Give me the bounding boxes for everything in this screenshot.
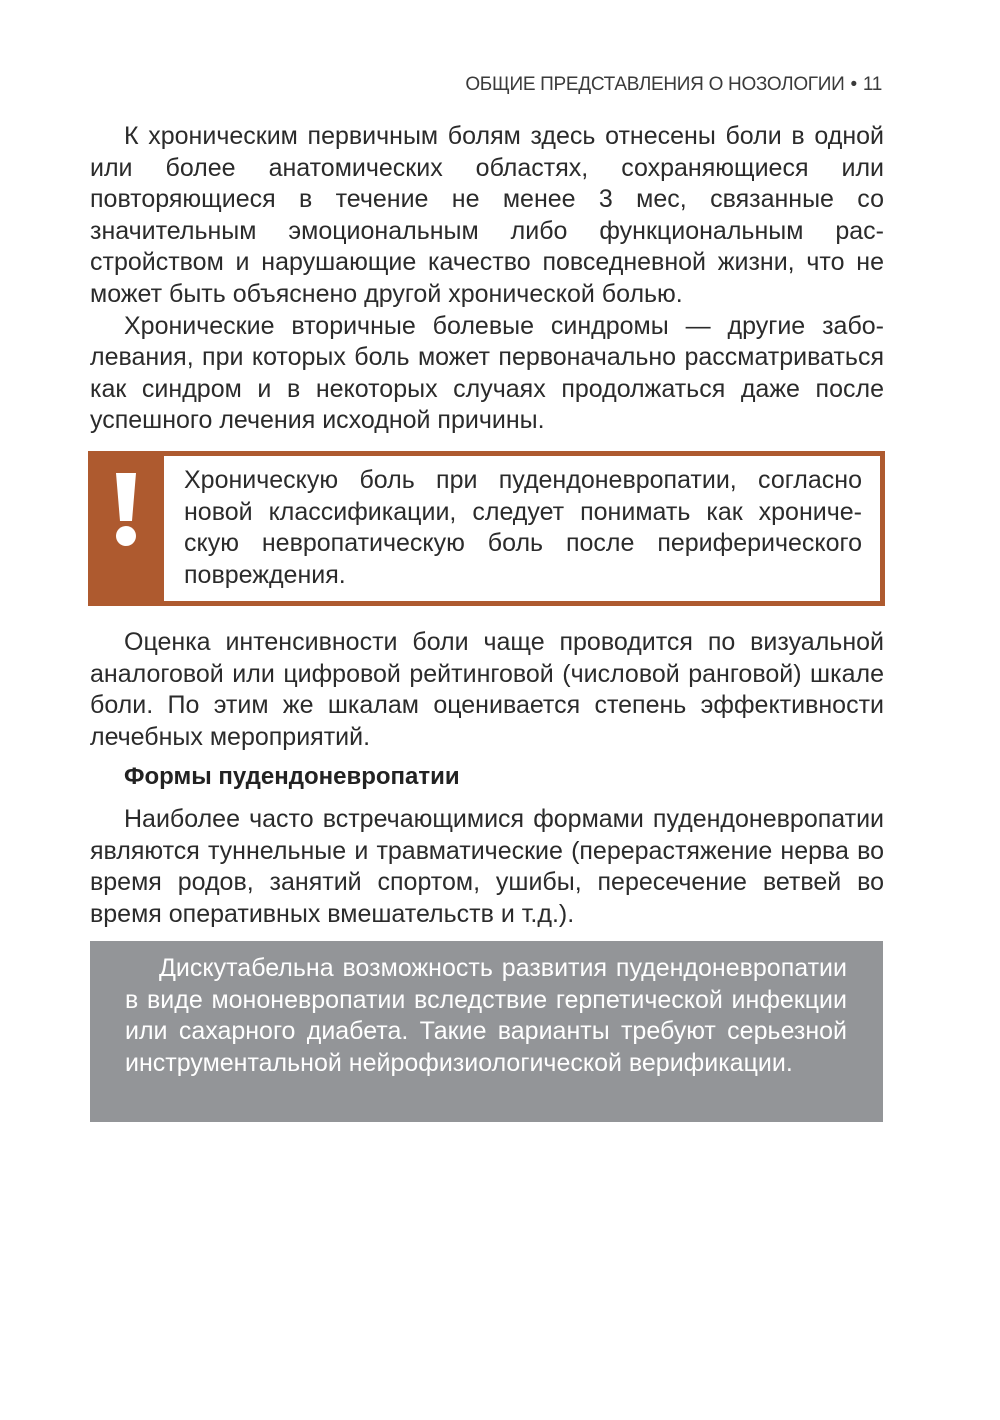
warning-callout-body bbox=[164, 456, 880, 601]
exclamation-icon bbox=[88, 451, 164, 606]
paragraph-forms: Наиболее часто встречающимися формами пудендоневропатии являются туннельные и травматические (перерастяжение нерва во время родов, занятий спортом, ушибы, пересечение ветвей во время оперативных вмешательств и т.д.). bbox=[90, 805, 884, 928]
paragraph-secondary-pain: Хронические вторичные болевые синдромы — другие заболевания, при которых боль может первоначально рассматриваться как синдром и в некоторых случаях продолжаться даже после успешного лечения исходной причины. bbox=[90, 311, 884, 435]
running-title: ОБЩИЕ ПРЕДСТАВЛЕНИЯ О НОЗОЛОГИИ bbox=[465, 74, 845, 95]
header-separator: • bbox=[850, 74, 857, 95]
running-head bbox=[465, 74, 882, 96]
note-callout bbox=[90, 941, 883, 1122]
paragraph-pain-assessment: Оценка интенсивности боли чаще проводится по визуальной аналоговой или цифровой рейтинговой (числовой ранговой) шкале боли. По этим же шкалам оценивается степень эффективности лечебных мероприятий. bbox=[90, 628, 884, 751]
paragraph-primary-pain: К хроническим первичным болям здесь отнесены боли в одной или более анатомических областях, сохраняющиеся или повторяющиеся в течение не менее 3 мес, связанные со значительным эмоциональным либо функциональным расстройством и нарушающие качество повседневной жизни, что не может быть объяснено другой хронической болью. bbox=[90, 122, 884, 308]
text-block-forms bbox=[90, 804, 884, 930]
note-text: Дискутабельна возможность развития пудендоневропатии в виде мононевропатии вследствие герпетической инфекции или сахарного диабета. Такие варианты требуют серьезной инструментальной нейрофизиологической верификации. bbox=[125, 954, 847, 1077]
page-number: 11 bbox=[862, 74, 882, 95]
section-heading: Формы пудендоневропатии bbox=[124, 763, 460, 790]
warning-callout bbox=[88, 451, 885, 606]
text-block-assessment bbox=[90, 627, 884, 753]
warning-text: Хроническую боль при пудендоневропатии, согласно новой классификации, следует понимать как хроническую невропатическую боль после периферического повреждения. bbox=[184, 466, 862, 589]
text-block-intro bbox=[90, 121, 884, 437]
